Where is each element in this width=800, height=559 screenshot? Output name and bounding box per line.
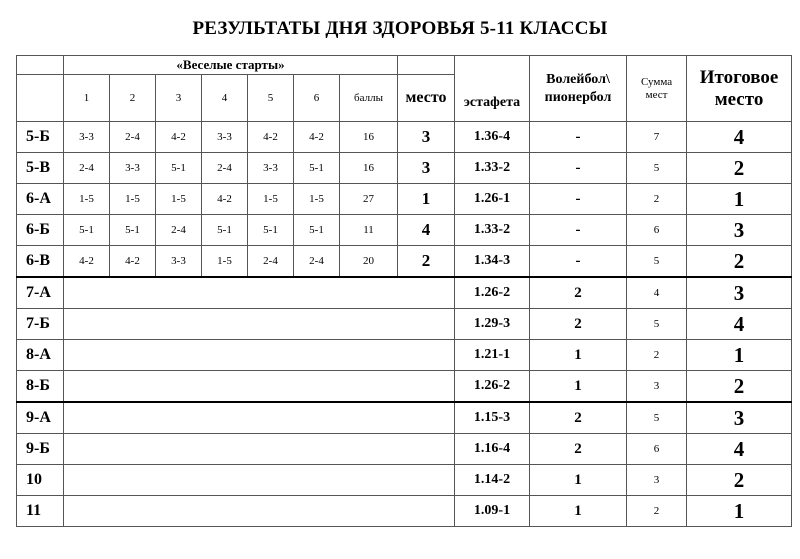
stage-score: 5-1 xyxy=(248,215,294,246)
volleyball-place: 2 xyxy=(530,309,627,340)
relay-result: 1.26-2 xyxy=(455,371,530,403)
relay-result: 1.33-2 xyxy=(455,215,530,246)
stage-score: 4-2 xyxy=(248,122,294,153)
relay-result: 1.26-1 xyxy=(455,184,530,215)
final-place: 1 xyxy=(687,340,792,371)
header-final-cell xyxy=(687,56,792,122)
table-row xyxy=(17,215,792,246)
header-final-line2: место xyxy=(714,88,764,110)
volleyball-place: - xyxy=(530,122,627,153)
stage-score: 1-5 xyxy=(110,184,156,215)
class-name: 5-В xyxy=(17,153,64,184)
header-stage-6: 6 xyxy=(294,75,340,122)
header-sum-cell xyxy=(627,56,687,122)
volleyball-place: 2 xyxy=(530,402,627,434)
stage-score: 4-2 xyxy=(110,246,156,278)
stage-score: 5-1 xyxy=(156,153,202,184)
volleyball-place: 1 xyxy=(530,340,627,371)
empty-fun-starts-cell xyxy=(64,277,455,309)
relay-result: 1.34-3 xyxy=(455,246,530,278)
class-name: 7-А xyxy=(17,277,64,309)
final-place: 2 xyxy=(687,246,792,278)
points-value: 16 xyxy=(340,122,398,153)
empty-fun-starts-cell xyxy=(64,465,455,496)
final-place: 4 xyxy=(687,309,792,340)
points-value: 16 xyxy=(340,153,398,184)
header-points: баллы xyxy=(340,75,398,122)
table-row xyxy=(17,402,792,434)
points-value: 20 xyxy=(340,246,398,278)
relay-result: 1.09-1 xyxy=(455,496,530,527)
stage-score: 1-5 xyxy=(248,184,294,215)
page-title: РЕЗУЛЬТАТЫ ДНЯ ЗДОРОВЬЯ 5-11 КЛАССЫ xyxy=(192,18,608,39)
final-place: 3 xyxy=(687,277,792,309)
stage-score: 5-1 xyxy=(294,153,340,184)
stage-score: 4-2 xyxy=(64,246,110,278)
table-row xyxy=(17,246,792,278)
fun-starts-place: 3 xyxy=(398,122,455,153)
header-stage-5: 5 xyxy=(248,75,294,122)
header-relay: эстафета xyxy=(463,95,521,110)
header-relay-cell xyxy=(455,56,530,122)
header-class-cell xyxy=(17,75,64,122)
empty-fun-starts-cell xyxy=(64,371,455,403)
empty-fun-starts-cell xyxy=(64,434,455,465)
final-place: 4 xyxy=(687,434,792,465)
stage-score: 3-3 xyxy=(64,122,110,153)
header-blank-cell xyxy=(398,56,455,75)
table-row xyxy=(17,122,792,153)
sum-of-places: 2 xyxy=(627,340,687,371)
sum-of-places: 2 xyxy=(627,184,687,215)
empty-fun-starts-cell xyxy=(64,340,455,371)
header-row-top xyxy=(17,56,792,75)
header-volleyball-line2: пионербол xyxy=(544,89,612,105)
fun-starts-place: 2 xyxy=(398,246,455,278)
class-name: 5-Б xyxy=(17,122,64,153)
empty-fun-starts-cell xyxy=(64,402,455,434)
stage-score: 5-1 xyxy=(110,215,156,246)
class-name: 8-Б xyxy=(17,371,64,403)
stage-score: 3-3 xyxy=(202,122,248,153)
header-stage-4: 4 xyxy=(202,75,248,122)
header-place: место xyxy=(398,75,455,122)
results-table xyxy=(16,55,792,527)
final-place: 3 xyxy=(687,215,792,246)
stage-score: 1-5 xyxy=(202,246,248,278)
volleyball-place: 1 xyxy=(530,465,627,496)
class-name: 6-Б xyxy=(17,215,64,246)
header-stage-2: 2 xyxy=(110,75,156,122)
stage-score: 2-4 xyxy=(110,122,156,153)
volleyball-place: - xyxy=(530,184,627,215)
stage-score: 3-3 xyxy=(248,153,294,184)
final-place: 2 xyxy=(687,153,792,184)
stage-score: 3-3 xyxy=(156,246,202,278)
table-row xyxy=(17,277,792,309)
relay-result: 1.36-4 xyxy=(455,122,530,153)
table-row xyxy=(17,309,792,340)
stage-score: 4-2 xyxy=(294,122,340,153)
class-name: 6-В xyxy=(17,246,64,278)
sum-of-places: 4 xyxy=(627,277,687,309)
relay-result: 1.14-2 xyxy=(455,465,530,496)
stage-score: 5-1 xyxy=(294,215,340,246)
final-place: 2 xyxy=(687,465,792,496)
volleyball-place: 2 xyxy=(530,277,627,309)
class-name: 7-Б xyxy=(17,309,64,340)
class-name: 8-А xyxy=(17,340,64,371)
stage-score: 5-1 xyxy=(64,215,110,246)
fun-starts-place: 4 xyxy=(398,215,455,246)
sum-of-places: 3 xyxy=(627,465,687,496)
points-value: 11 xyxy=(340,215,398,246)
header-stage-1: 1 xyxy=(64,75,110,122)
fun-starts-place: 1 xyxy=(398,184,455,215)
final-place: 1 xyxy=(687,496,792,527)
volleyball-place: 1 xyxy=(530,371,627,403)
stage-score: 5-1 xyxy=(202,215,248,246)
class-name: 10 xyxy=(17,465,64,496)
stage-score: 3-3 xyxy=(110,153,156,184)
stage-score: 2-4 xyxy=(248,246,294,278)
table-row xyxy=(17,496,792,527)
header-volleyball-line1: Волейбол\ xyxy=(546,71,610,87)
stage-score: 2-4 xyxy=(156,215,202,246)
sum-of-places: 6 xyxy=(627,434,687,465)
class-name: 6-А xyxy=(17,184,64,215)
relay-result: 1.16-4 xyxy=(455,434,530,465)
final-place: 4 xyxy=(687,122,792,153)
table-row xyxy=(17,340,792,371)
relay-result: 1.33-2 xyxy=(455,153,530,184)
fun-starts-place: 3 xyxy=(398,153,455,184)
sum-of-places: 3 xyxy=(627,371,687,403)
class-name: 11 xyxy=(17,496,64,527)
sum-of-places: 2 xyxy=(627,496,687,527)
table-row xyxy=(17,153,792,184)
relay-result: 1.21-1 xyxy=(455,340,530,371)
relay-result: 1.15-3 xyxy=(455,402,530,434)
sum-of-places: 7 xyxy=(627,122,687,153)
stage-score: 2-4 xyxy=(202,153,248,184)
stage-score: 1-5 xyxy=(156,184,202,215)
sum-of-places: 5 xyxy=(627,246,687,278)
header-stage-3: 3 xyxy=(156,75,202,122)
header-final-line1: Итоговое xyxy=(699,66,779,88)
header-sum-line1: Сумма xyxy=(640,75,673,88)
class-name: 9-А xyxy=(17,402,64,434)
volleyball-place: - xyxy=(530,153,627,184)
volleyball-place: 1 xyxy=(530,496,627,527)
stage-score: 2-4 xyxy=(64,153,110,184)
table-row xyxy=(17,371,792,403)
table-row xyxy=(17,465,792,496)
stage-score: 1-5 xyxy=(64,184,110,215)
header-corner-cell xyxy=(17,56,64,75)
volleyball-place: - xyxy=(530,215,627,246)
class-name: 9-Б xyxy=(17,434,64,465)
points-value: 27 xyxy=(340,184,398,215)
empty-fun-starts-cell xyxy=(64,496,455,527)
sum-of-places: 5 xyxy=(627,153,687,184)
relay-result: 1.26-2 xyxy=(455,277,530,309)
sum-of-places: 5 xyxy=(627,309,687,340)
volleyball-place: - xyxy=(530,246,627,278)
stage-score: 4-2 xyxy=(156,122,202,153)
header-fun-starts: «Веселые старты» xyxy=(64,56,398,75)
stage-score: 4-2 xyxy=(202,184,248,215)
header-sum-line2: мест xyxy=(645,88,668,101)
stage-score: 1-5 xyxy=(294,184,340,215)
table-row xyxy=(17,434,792,465)
final-place: 3 xyxy=(687,402,792,434)
final-place: 1 xyxy=(687,184,792,215)
sum-of-places: 6 xyxy=(627,215,687,246)
table-row xyxy=(17,184,792,215)
empty-fun-starts-cell xyxy=(64,309,455,340)
header-volleyball-cell xyxy=(530,56,627,122)
relay-result: 1.29-3 xyxy=(455,309,530,340)
stage-score: 2-4 xyxy=(294,246,340,278)
sum-of-places: 5 xyxy=(627,402,687,434)
final-place: 2 xyxy=(687,371,792,403)
volleyball-place: 2 xyxy=(530,434,627,465)
